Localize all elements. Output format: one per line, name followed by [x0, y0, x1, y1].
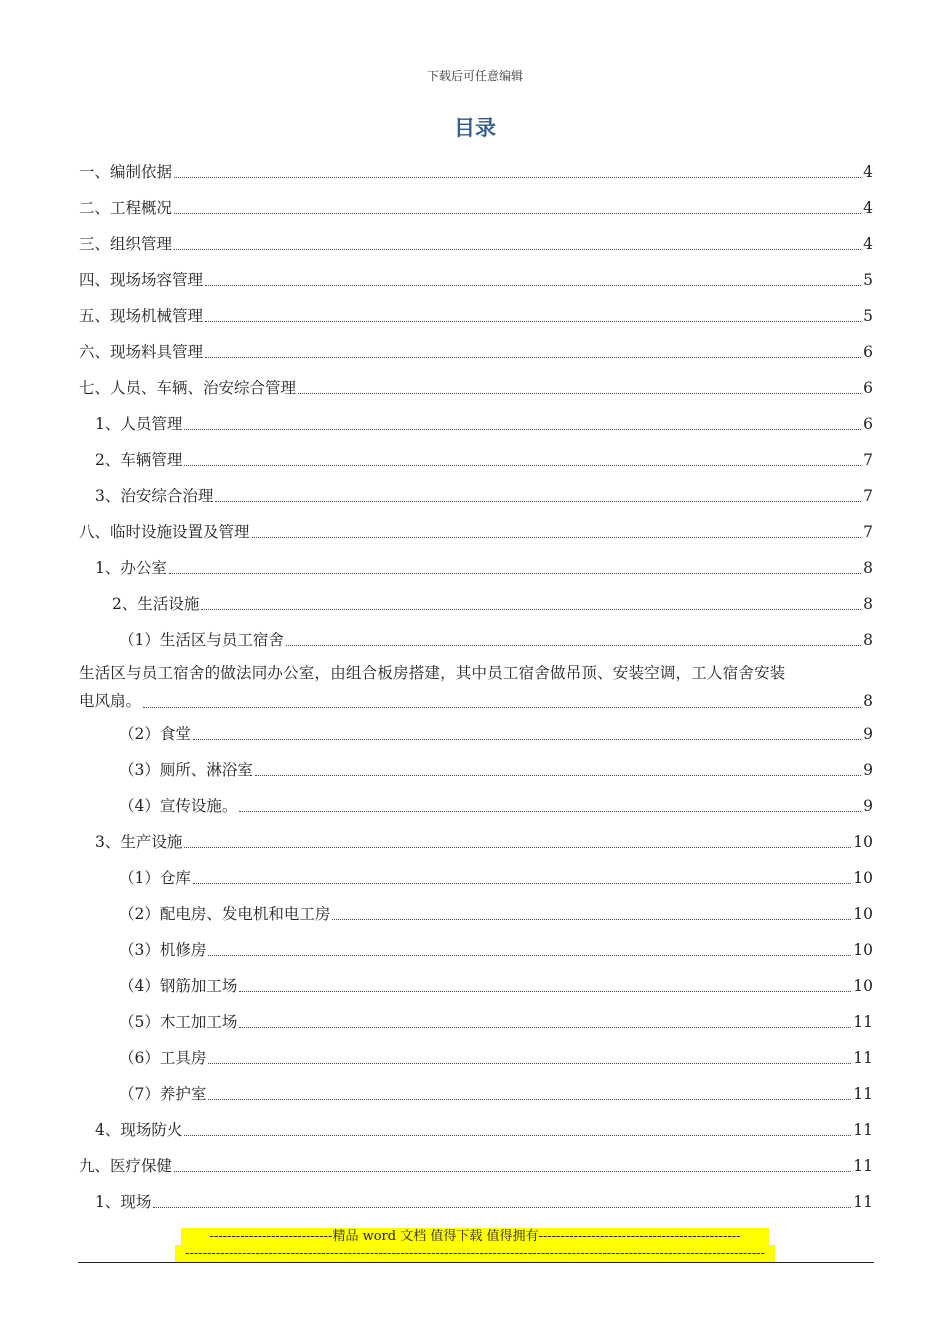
page-number: 8	[863, 595, 873, 613]
page-number: 8	[863, 692, 873, 710]
toc-entry[interactable]	[79, 476, 873, 512]
toc-entry-text: 4、现场防火	[95, 1121, 183, 1139]
page-number: 11	[853, 1049, 873, 1067]
toc-entry[interactable]	[79, 620, 873, 656]
page-number: 10	[853, 869, 873, 887]
toc-entry-text: 二、工程概况	[79, 199, 173, 217]
footer-line-1: ----------------------------精品 word 文档 值得下载 值得拥有----------------------------------------------	[181, 1228, 769, 1245]
page-number: 4	[863, 199, 873, 217]
footer-line-2: ------------------------------------------------------------------------------------------------------------------------------------	[175, 1245, 775, 1262]
toc-entry[interactable]	[79, 584, 873, 620]
toc-entry[interactable]	[79, 260, 873, 296]
toc-entry-text: 3、治安综合治理	[95, 487, 214, 505]
toc-entry-text: 七、人员、车辆、治安综合管理	[79, 379, 297, 397]
page-number: 10	[853, 941, 873, 959]
page-number: 10	[853, 905, 873, 923]
toc-entry[interactable]	[79, 930, 873, 966]
header-note: 下载后可任意编辑	[426, 69, 523, 83]
toc-paragraph-entry[interactable]	[79, 656, 873, 714]
dot-leader	[205, 357, 861, 358]
page-number: 7	[863, 523, 873, 541]
toc-entry[interactable]	[79, 966, 873, 1002]
dot-leader	[252, 537, 862, 538]
toc-entry-text: （4）宣传设施。	[119, 797, 238, 815]
dot-leader	[215, 501, 861, 502]
page-number: 10	[853, 833, 873, 851]
toc-entry-text: 九、医疗保健	[79, 1157, 173, 1175]
dot-leader	[332, 919, 851, 920]
dot-leader	[239, 1027, 851, 1028]
toc-entry[interactable]	[79, 714, 873, 750]
toc-entry[interactable]	[79, 512, 873, 548]
page-number: 7	[863, 451, 873, 469]
dot-leader	[184, 847, 851, 848]
toc-entry-text: 八、临时设施设置及管理	[79, 523, 250, 541]
page-number: 6	[863, 379, 873, 397]
page-number: 5	[863, 271, 873, 289]
page-number: 9	[863, 761, 873, 779]
toc-entry[interactable]	[79, 750, 873, 786]
toc-entry-text: 五、现场机械管理	[79, 307, 204, 325]
toc-entry[interactable]	[79, 894, 873, 930]
toc-entry-text: 三、组织管理	[79, 235, 173, 253]
page-number: 11	[853, 1157, 873, 1175]
toc-group-2	[79, 714, 873, 1218]
toc-entry[interactable]	[79, 548, 873, 584]
paragraph-entry-line-1: 生活区与员工宿舍的做法同办公室，由组合板房搭建，其中员工宿舍做吊顶、安装空调，工人宿舍安装	[79, 664, 786, 682]
toc-entry-text: 1、现场	[95, 1193, 152, 1211]
footer-banner	[0, 1228, 950, 1262]
toc-entry-text: 2、生活设施	[112, 595, 200, 613]
toc-entry-text: （5）木工加工场	[119, 1013, 238, 1031]
dot-leader	[184, 1135, 851, 1136]
page-number: 6	[863, 415, 873, 433]
toc-entry-text: （6）工具房	[119, 1049, 207, 1067]
paragraph-entry-line-2	[79, 686, 873, 714]
page-number: 11	[853, 1121, 873, 1139]
paragraph-entry-text: 电风扇。	[79, 692, 142, 710]
page-number: 6	[863, 343, 873, 361]
dot-leader	[298, 393, 861, 394]
page-number: 10	[853, 977, 873, 995]
toc-entry-text: 一、编制依据	[79, 163, 173, 181]
toc-entry[interactable]	[79, 440, 873, 476]
toc-entry[interactable]	[79, 224, 873, 260]
page-number: 4	[863, 235, 873, 253]
dot-leader	[174, 213, 861, 214]
page-number: 8	[863, 631, 873, 649]
page-number: 11	[853, 1193, 873, 1211]
toc-entry-text: （7）养护室	[119, 1085, 207, 1103]
dot-leader	[174, 1171, 851, 1172]
table-of-contents	[79, 152, 873, 1218]
toc-title: 目录	[454, 115, 496, 140]
dot-leader	[184, 465, 861, 466]
toc-entry[interactable]	[79, 1182, 873, 1218]
page-number: 5	[863, 307, 873, 325]
page-number: 8	[863, 559, 873, 577]
dot-leader	[205, 321, 861, 322]
dot-leader	[193, 739, 861, 740]
toc-entry[interactable]	[79, 368, 873, 404]
toc-entry[interactable]	[79, 152, 873, 188]
toc-entry-text: 1、办公室	[95, 559, 167, 577]
dot-leader	[201, 609, 861, 610]
toc-entry-text: 四、现场场容管理	[79, 271, 204, 289]
bottom-divider	[78, 1262, 874, 1263]
toc-entry-text: 3、生产设施	[95, 833, 183, 851]
dot-leader	[239, 991, 851, 992]
dot-leader	[143, 707, 861, 708]
dot-leader	[169, 573, 861, 574]
dot-leader	[174, 177, 861, 178]
page-number: 11	[853, 1013, 873, 1031]
dot-leader	[205, 285, 861, 286]
toc-entry[interactable]	[79, 296, 873, 332]
toc-entry-text: 六、现场料具管理	[79, 343, 204, 361]
page-number: 9	[863, 725, 873, 743]
toc-entry[interactable]	[79, 858, 873, 894]
dot-leader	[208, 1063, 851, 1064]
toc-entry[interactable]	[79, 1074, 873, 1110]
page-number: 9	[863, 797, 873, 815]
page-number: 4	[863, 163, 873, 181]
toc-entry-text: （3）机修房	[119, 941, 207, 959]
toc-entry[interactable]	[79, 404, 873, 440]
toc-entry[interactable]	[79, 786, 873, 822]
toc-entry[interactable]	[79, 822, 873, 858]
toc-group-1	[79, 152, 873, 656]
toc-entry[interactable]	[79, 332, 873, 368]
toc-entry-text: （1）生活区与员工宿舍	[119, 631, 284, 649]
toc-entry[interactable]	[79, 1038, 873, 1074]
page-number: 11	[853, 1085, 873, 1103]
dot-leader	[255, 775, 861, 776]
toc-entry[interactable]	[79, 1146, 873, 1182]
toc-entry-text: 1、人员管理	[95, 415, 183, 433]
toc-entry-text: （3）厕所、淋浴室	[119, 761, 253, 779]
dot-leader	[193, 883, 851, 884]
toc-entry[interactable]	[79, 188, 873, 224]
toc-entry-text: 2、车辆管理	[95, 451, 183, 469]
dot-leader	[239, 811, 861, 812]
toc-entry-text: （2）配电房、发电机和电工房	[119, 905, 331, 923]
toc-entry-text: （1）仓库	[119, 869, 191, 887]
dot-leader	[286, 645, 861, 646]
dot-leader	[153, 1207, 851, 1208]
page-number: 7	[863, 487, 873, 505]
dot-leader	[184, 429, 861, 430]
dot-leader	[208, 955, 851, 956]
dot-leader	[174, 249, 861, 250]
toc-entry[interactable]	[79, 1110, 873, 1146]
toc-entry-text: （2）食堂	[119, 725, 191, 743]
dot-leader	[208, 1099, 851, 1100]
toc-entry-text: （4）钢筋加工场	[119, 977, 238, 995]
toc-entry[interactable]	[79, 1002, 873, 1038]
